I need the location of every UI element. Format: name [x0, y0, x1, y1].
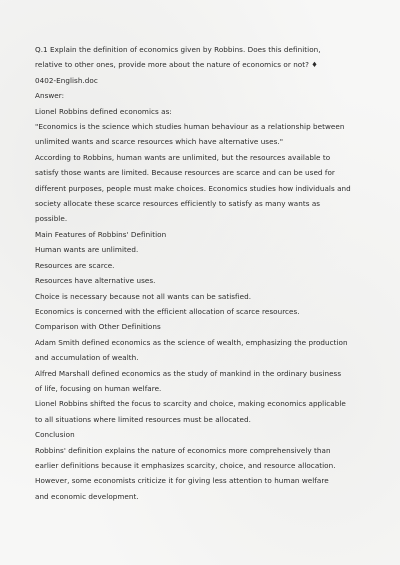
document-body [35, 42, 375, 504]
feature-item: Resources are scarce. [35, 260, 115, 270]
feature-item: Human wants are unlimited. [35, 245, 139, 255]
text-line: society allocate these scarce resources efficiently to satisfy as many wants as [35, 199, 321, 209]
text-line: However, some economists criticize it for giving less attention to human welfare [35, 476, 329, 486]
text-line: Adam Smith defined economics as the science of wealth, emphasizing the production [35, 337, 348, 347]
answer-heading: Answer: [35, 91, 65, 101]
section-heading-features: Main Features of Robbins' Definition [35, 229, 167, 239]
question-line-2: relative to other ones, provide more about the nature of economics or not? ♦ [35, 60, 318, 70]
text-line: earlier definitions because it emphasizes scarcity, choice, and resource allocation. [35, 460, 336, 470]
text-line: and accumulation of wealth. [35, 353, 139, 363]
text-line: Lionel Robbins defined economics as: [35, 106, 172, 116]
text-line: Robbins' definition explains the nature of economics more comprehensively than [35, 445, 331, 455]
text-line: Alfred Marshall defined economics as the study of mankind in the ordinary business [35, 368, 342, 378]
text-line: According to Robbins, human wants are unlimited, but the resources available to [35, 152, 331, 162]
quote-line-2: unlimited wants and scarce resources which have alternative uses." [35, 137, 284, 147]
text-line: Lionel Robbins shifted the focus to scarcity and choice, making economics applicable [35, 399, 346, 409]
text-line: to all situations where limited resources must be allocated. [35, 414, 251, 424]
quote-line-1: "Economics is the science which studies human behaviour as a relationship between [35, 122, 345, 132]
section-heading-conclusion: Conclusion [35, 430, 75, 440]
question-line-3: 0402-English.doc [35, 75, 98, 85]
text-line: of life, focusing on human welfare. [35, 383, 162, 393]
text-line: satisfy those wants are limited. Because resources are scarce and can be used for [35, 168, 335, 178]
question-line-1: Q.1 Explain the definition of economics given by Robbins. Does this definition, [35, 45, 321, 54]
text-line: different purposes, people must make choices. Economics studies how individuals and [35, 183, 351, 193]
text-line: and economic development. [35, 491, 139, 501]
feature-item: Economics is concerned with the efficient allocation of scarce resources. [35, 306, 300, 316]
section-heading-comparison: Comparison with Other Definitions [35, 322, 161, 332]
text-line: possible. [35, 214, 68, 224]
feature-item: Resources have alternative uses. [35, 276, 156, 286]
feature-item: Choice is necessary because not all wants can be satisfied. [35, 291, 252, 301]
